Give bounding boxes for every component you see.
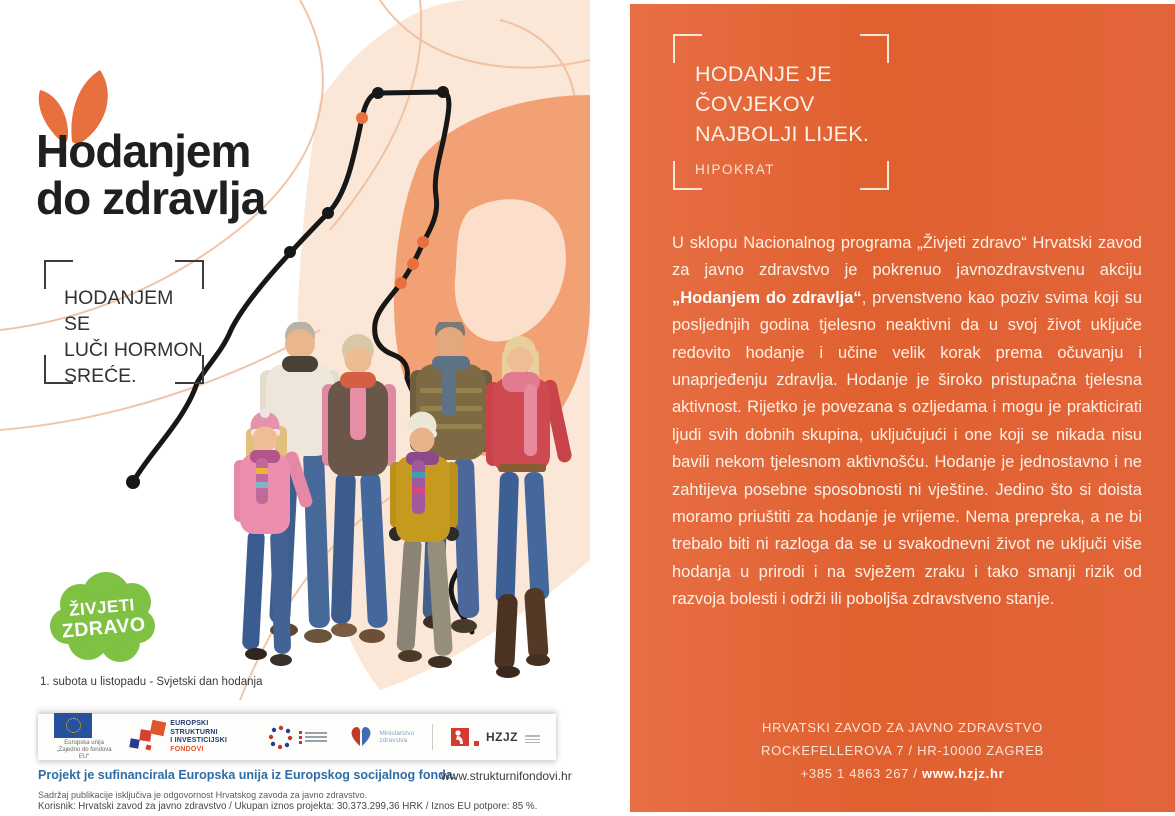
- eu-stars-icon: [66, 718, 81, 733]
- hzjz-logo-text-lines: [525, 735, 540, 743]
- contact-address: ROCKEFELLEROVA 7 / HR-10000 ZAGREB: [761, 743, 1044, 758]
- body-segment-1: U sklopu Nacionalnog programa „Živjeti zdravo“ Hrvatski zavod za javno zdravstvo je pokrenuo javnozdravstvenu akciju: [672, 234, 1142, 280]
- world-walking-day-caption: 1. subota u listopadu - Svjetski dan hodanja: [40, 676, 263, 688]
- quote-bracket-corner: [44, 355, 73, 384]
- contact-phone-web: [630, 762, 1175, 785]
- body-bold-campaign-name: „Hodanjem do zdravlja“: [672, 288, 862, 307]
- eu-flag-logo: [54, 713, 114, 761]
- hzjz-logo: [451, 728, 540, 746]
- quote-bracket-corner: [673, 34, 702, 63]
- zivjeti-zdravo-logo: [40, 570, 166, 668]
- ministry-of-health-logo: [349, 726, 414, 748]
- title-line-2: do zdravlja: [36, 172, 266, 224]
- partner-logo-bar: [38, 714, 556, 760]
- zivjeti-zdravo-wordmark: ŽIVJETI ZDRAVO: [61, 595, 147, 643]
- quote-bracket-corner: [673, 161, 702, 190]
- contact-org-name: HRVATSKI ZAVOD ZA JAVNO ZDRAVSTVO: [762, 720, 1043, 735]
- cofinance-note: Projekt je sufinancirala Europska unija iz Europskog socijalnog fonda.: [38, 768, 457, 782]
- esif-squares-icon: [130, 721, 162, 753]
- esif-logo: [130, 720, 252, 754]
- quote-bracket-corner: [860, 34, 889, 63]
- op-logo-text-lines: [305, 732, 327, 742]
- quote-author: HIPOKRAT: [695, 162, 776, 177]
- contact-block: [630, 716, 1175, 785]
- title-line-1: Hodanjem: [36, 125, 251, 177]
- esif-logo-text: EUROPSKI STRUKTURNI I INVESTICIJSKI FONDOVI: [170, 720, 227, 753]
- hippocrates-quote-block: [673, 34, 889, 190]
- body-segment-2: , prvenstveno kao poziv svima koji su posljednjih godina tjelesno neaktivni da u svoj život uključe redovito hodanje i učine velik korak prema očuvanju i unaprjeđenju zdravlja. Hodanje je široko pristupačna tjelesna aktivnost. Rijetko je povezana s ozljedama i mogu je prakticirati ljudi svih dobnih skupina, uključujući i one koji se nikada nisu bavili nekom tjelesnom aktivnošću. Hodanje je jednostavno i ne zahtijeva posebne sposobnosti ni vještine. Jedino što si doista moramo priuštiti za hodanje je vrijeme. Nema prepreka, a ne bi trebalo biti ni razloga da se u svakodnevni život ne uključi više hodanja u prirodi i na svježem zraku i tako smanji rizik od razvoja bolesti i održi ili poboljša zdravstveno stanje.: [672, 288, 1142, 609]
- disclaimer-line-2: Korisnik: Hrvatski zavod za javno zdravstvo / Ukupan iznos projekta: 30.373.299,36 HRK / Iznos EU potpore: 85 %.: [38, 801, 538, 812]
- hippocrates-quote-text: HODANJE JE ČOVJEKOV NAJBOLJI LIJEK.: [695, 62, 870, 146]
- page-title: [36, 125, 266, 224]
- op-squares-icon: [299, 731, 302, 744]
- contact-phone: +385 1 4863 267 /: [800, 766, 923, 781]
- body-paragraph: [672, 230, 1142, 614]
- quote-bracket-corner: [175, 355, 204, 384]
- logo-divider: [432, 724, 433, 750]
- quote-bracket-corner: [860, 161, 889, 190]
- ministry-logo-text: Ministarstvo zdravstva: [379, 729, 415, 744]
- structural-funds-url: www.strukturnifondovi.hr: [441, 769, 572, 783]
- left-quote-text: HODANJEM SE LUČI HORMON SREĆE.: [64, 287, 203, 387]
- operational-programme-logo: [268, 724, 327, 750]
- disclaimer-line-1: Sadržaj publikacije isključiva je odgovornost Hrvatskog zavoda za javno zdravstvo.: [38, 790, 368, 800]
- eu-flag-caption: Europska unija „Zajedno do fondova EU“: [56, 740, 112, 760]
- quote-bracket-corner: [44, 260, 73, 289]
- op-emblem-icon: [268, 724, 294, 750]
- hzjz-mark-icon: [451, 728, 469, 746]
- left-quote-block: [44, 260, 204, 387]
- quote-bracket-corner: [175, 260, 204, 289]
- hzjz-url: www.hzjz.hr: [922, 766, 1005, 781]
- right-page: [630, 4, 1175, 812]
- eu-flag-icon: [54, 713, 92, 738]
- hzjz-dot-icon: [474, 741, 479, 746]
- hzjz-logo-text: HZJZ: [486, 730, 518, 744]
- heart-icon: [349, 726, 373, 748]
